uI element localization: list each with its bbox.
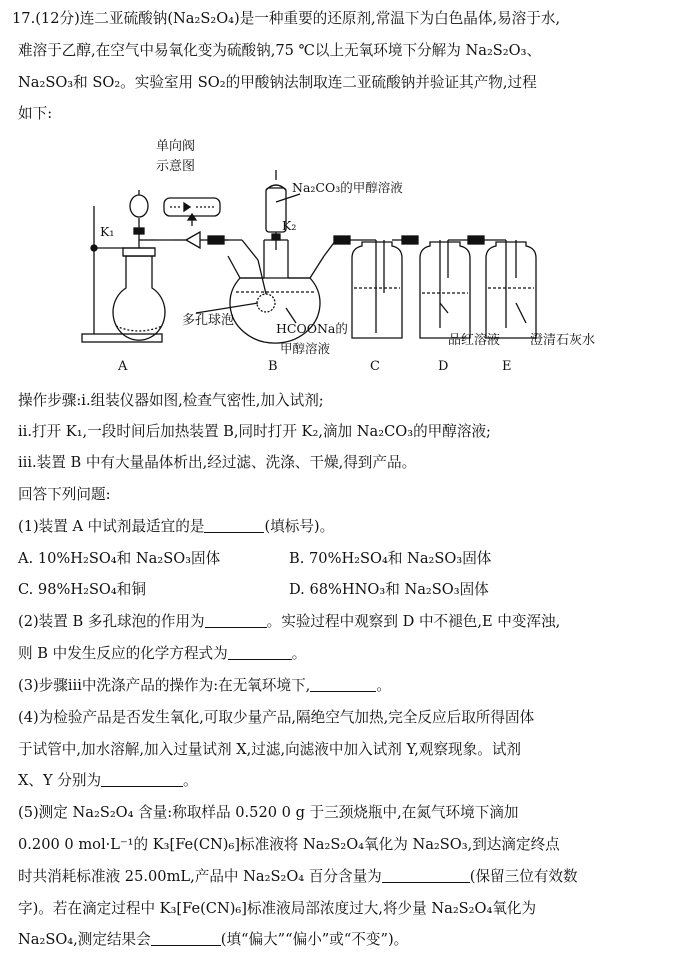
q5-text-b: (保留三位有效数 bbox=[469, 868, 578, 885]
one-way-valve-mark bbox=[186, 232, 200, 248]
q2-blank-2[interactable] bbox=[228, 645, 292, 660]
q2-text-d: 。 bbox=[291, 645, 307, 662]
question-intro-line-4: 如下: bbox=[18, 105, 53, 122]
label-c: C bbox=[370, 359, 380, 374]
bubbler-label: 多孔球泡 bbox=[182, 313, 235, 328]
question-score: (12分) bbox=[35, 10, 80, 27]
q3-suffix: 。 bbox=[376, 677, 391, 694]
intro-text-1: 连二亚硫酸钠(Na₂S₂O₄)是一种重要的还原剂,常温下为白色晶体,易溶于水, bbox=[79, 10, 561, 27]
q4-blank[interactable] bbox=[101, 772, 183, 787]
a-dropping-funnel bbox=[130, 195, 148, 217]
porous-bubbler bbox=[257, 294, 275, 312]
q4-line-2: 于试管中,加水溶解,加入过量试剂 X,过滤,向滤液中加入试剂 Y,观察现象。试剂 bbox=[18, 741, 522, 758]
q2-text-b: 。实验过程中观察到 D 中不褪色,E 中变浑浊, bbox=[266, 613, 561, 630]
q1-stem-text: (1)装置 A 中试剂最适宜的是 bbox=[18, 518, 205, 535]
q4-line-1: (4)为检验产品是否发生氧化,可取少量产品,隔绝空气加热,完全反应后取所得固体 bbox=[18, 709, 535, 726]
q1-option-d: D. 68%HNO₃和 Na₂SO₃固体 bbox=[289, 581, 489, 598]
q2-text-a: (2)装置 B 多孔球泡的作用为 bbox=[18, 613, 205, 630]
q5-text-c: Na₂SO₄,测定结果会 bbox=[18, 931, 151, 948]
bottle-d bbox=[420, 242, 470, 338]
question-intro-line-1 bbox=[12, 8, 560, 30]
k2-stopcock bbox=[272, 234, 280, 240]
q5-line-3 bbox=[18, 866, 578, 888]
q3-text: (3)步骤ⅲ中洗涤产品的操作为:在无氧环境下, bbox=[18, 677, 311, 694]
q2-blank-1[interactable] bbox=[205, 613, 267, 628]
q1-option-b: B. 70%H₂SO₄和 Na₂SO₃固体 bbox=[289, 550, 492, 567]
q3-line bbox=[18, 675, 391, 697]
q2-text-c: 则 B 中发生反应的化学方程式为 bbox=[18, 645, 228, 662]
label-b: B bbox=[268, 359, 278, 374]
funnel-solution-label: Na₂CO₃的甲醇溶液 bbox=[292, 180, 403, 195]
step-1: 操作步骤:ⅰ.组装仪器如图,检查气密性,加入试剂; bbox=[18, 392, 324, 409]
q5-text-a: 时共消耗标准液 25.00mL,产品中 Na₂S₂O₄ 百分含量为 bbox=[18, 868, 382, 885]
question-number: 17. bbox=[12, 10, 36, 27]
q1-stem-suffix: (填标号)。 bbox=[264, 518, 335, 535]
q2-line-2 bbox=[18, 643, 306, 665]
step-3: ⅲ.装置 B 中有大量晶体析出,经过滤、洗涤、干燥,得到产品。 bbox=[18, 454, 417, 471]
b-solution-label-2: 甲醇溶液 bbox=[280, 341, 331, 356]
e-solution-label: 澄清石灰水 bbox=[530, 333, 596, 348]
k1-stopcock bbox=[134, 228, 144, 234]
k2-label: K₂ bbox=[282, 218, 297, 233]
q5-line-2: 0.200 0 mol·L⁻¹的 K₃[Fe(CN)₆]标准液将 Na₂S₂O₄氧化为 Na₂SO₃,到达滴定终点 bbox=[18, 836, 560, 853]
k1-label: K₁ bbox=[100, 224, 115, 239]
valve-label-1: 单向阀 bbox=[156, 139, 196, 154]
q3-blank[interactable] bbox=[310, 677, 376, 692]
bottle-c bbox=[352, 242, 402, 338]
q2-line-1 bbox=[18, 611, 560, 633]
q5-blank-2[interactable] bbox=[151, 931, 221, 946]
q1-option-a: A. 10%H₂SO₄和 Na₂SO₃固体 bbox=[18, 550, 221, 567]
answer-prompt: 回答下列问题: bbox=[18, 486, 111, 503]
q1-option-c: C. 98%H₂SO₄和铜 bbox=[18, 581, 146, 598]
q5-line-1: (5)测定 Na₂S₂O₄ 含量:称取样品 0.520 0 g 于三颈烧瓶中,在氮气环境下滴加 bbox=[18, 804, 519, 821]
q1-answer-blank[interactable] bbox=[204, 518, 264, 533]
label-a: A bbox=[118, 359, 128, 374]
q4-text: X、Y 分别为 bbox=[18, 772, 102, 789]
q1-stem bbox=[18, 516, 334, 538]
q5-line-4: 字)。若在滴定过程中 K₃[Fe(CN)₆]标准液局部浓度过大,将少量 Na₂S₂O₄氧化为 bbox=[18, 900, 537, 917]
question-intro-line-3: Na₂SO₃和 SO₂。实验室用 SO₂的甲酸钠法制取连二亚硫酸钠并验证其产物,过程 bbox=[18, 74, 537, 91]
q5-blank-1[interactable] bbox=[382, 868, 470, 883]
label-e: E bbox=[502, 359, 512, 374]
b-solution-label-1: HCOONa的 bbox=[276, 321, 348, 336]
step-2: ⅱ.打开 K₁,一段时间后加热装置 B,同时打开 K₂,滴加 Na₂CO₃的甲醇溶液; bbox=[18, 423, 491, 440]
bottle-e bbox=[486, 242, 536, 338]
valve-label-2: 示意图 bbox=[156, 159, 196, 174]
label-d: D bbox=[438, 359, 449, 374]
d-solution-label: 品红溶液 bbox=[448, 333, 501, 348]
question-intro-line-2: 难溶于乙醇,在空气中易氧化变为硫酸钠,75 ℃以上无氧环境下分解为 Na₂S₂O₃、 bbox=[18, 42, 542, 59]
q5-line-5 bbox=[18, 929, 408, 951]
apparatus-figure bbox=[68, 128, 628, 378]
q4-line-3 bbox=[18, 770, 198, 792]
q5-text-d: (填“偏大”“偏小”或“不变”)。 bbox=[220, 931, 409, 948]
q4-suffix: 。 bbox=[183, 772, 198, 789]
